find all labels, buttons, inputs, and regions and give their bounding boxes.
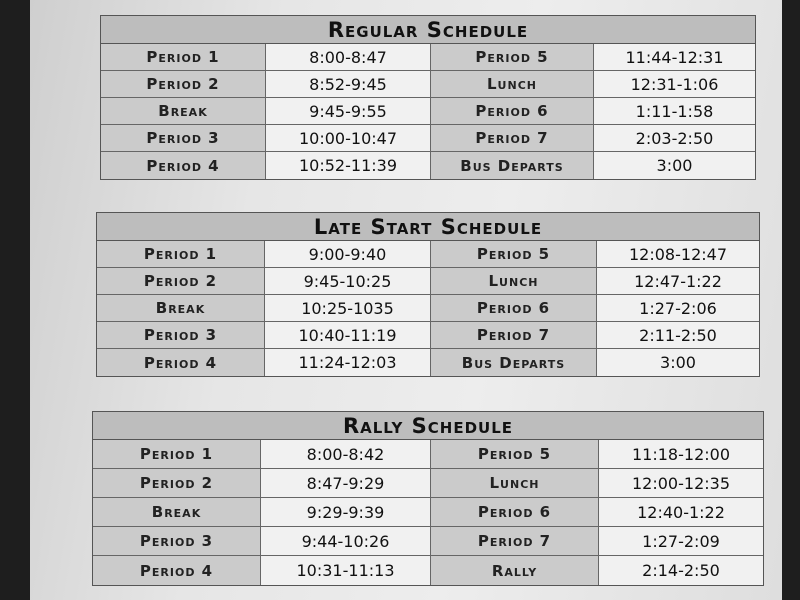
period-label: Period 6 (431, 498, 599, 527)
period-time: 8:52-9:45 (266, 71, 431, 98)
regular-schedule-table (100, 15, 756, 180)
period-time: 2:03-2:50 (594, 125, 755, 152)
period-time: 10:40-11:19 (265, 322, 431, 349)
period-label: Lunch (431, 268, 597, 295)
period-time: 12:08-12:47 (597, 241, 759, 268)
period-time: 2:11-2:50 (597, 322, 759, 349)
period-time: 11:18-12:00 (599, 440, 763, 469)
period-label: Lunch (431, 469, 599, 498)
period-time: 8:47-9:29 (261, 469, 431, 498)
period-label: Bus Departs (431, 349, 597, 376)
period-time: 10:00-10:47 (266, 125, 431, 152)
period-time: 1:27-2:09 (599, 527, 763, 556)
period-label: Period 5 (431, 44, 594, 71)
period-time: 3:00 (594, 152, 755, 179)
period-time: 12:31-1:06 (594, 71, 755, 98)
schedule-title: Regular Schedule (101, 16, 755, 44)
rally-schedule-table (92, 411, 764, 586)
period-time: 11:44-12:31 (594, 44, 755, 71)
period-time: 9:45-9:55 (266, 98, 431, 125)
period-time: 12:00-12:35 (599, 469, 763, 498)
schedule-title: Rally Schedule (93, 412, 763, 440)
period-label: Period 4 (93, 556, 261, 585)
period-time: 12:47-1:22 (597, 268, 759, 295)
period-label: Period 7 (431, 527, 599, 556)
period-label: Period 3 (101, 125, 266, 152)
period-time: 3:00 (597, 349, 759, 376)
period-label: Period 2 (93, 469, 261, 498)
period-time: 9:45-10:25 (265, 268, 431, 295)
period-time: 10:52-11:39 (266, 152, 431, 179)
late-start-schedule-table (96, 212, 760, 377)
period-time: 1:27-2:06 (597, 295, 759, 322)
period-label: Period 3 (93, 527, 261, 556)
period-label: Break (97, 295, 265, 322)
schedule-title: Late Start Schedule (97, 213, 759, 241)
period-time: 12:40-1:22 (599, 498, 763, 527)
period-time: 10:25-1035 (265, 295, 431, 322)
period-time: 9:00-9:40 (265, 241, 431, 268)
period-time: 8:00-8:42 (261, 440, 431, 469)
period-label: Period 6 (431, 295, 597, 322)
period-label: Break (93, 498, 261, 527)
period-label: Break (101, 98, 266, 125)
period-time: 1:11-1:58 (594, 98, 755, 125)
period-label: Period 7 (431, 125, 594, 152)
period-label: Period 6 (431, 98, 594, 125)
period-label: Period 1 (97, 241, 265, 268)
period-time: 8:00-8:47 (266, 44, 431, 71)
paper-sheet (30, 0, 782, 600)
period-label: Period 2 (101, 71, 266, 98)
period-label: Period 1 (93, 440, 261, 469)
period-label: Period 5 (431, 241, 597, 268)
period-label: Period 3 (97, 322, 265, 349)
period-label: Period 1 (101, 44, 266, 71)
period-label: Lunch (431, 71, 594, 98)
period-label: Period 4 (97, 349, 265, 376)
period-label: Rally (431, 556, 599, 585)
period-label: Bus Departs (431, 152, 594, 179)
period-time: 11:24-12:03 (265, 349, 431, 376)
period-label: Period 7 (431, 322, 597, 349)
period-label: Period 4 (101, 152, 266, 179)
period-time: 9:44-10:26 (261, 527, 431, 556)
period-time: 2:14-2:50 (599, 556, 763, 585)
period-label: Period 2 (97, 268, 265, 295)
period-label: Period 5 (431, 440, 599, 469)
period-time: 9:29-9:39 (261, 498, 431, 527)
period-time: 10:31-11:13 (261, 556, 431, 585)
